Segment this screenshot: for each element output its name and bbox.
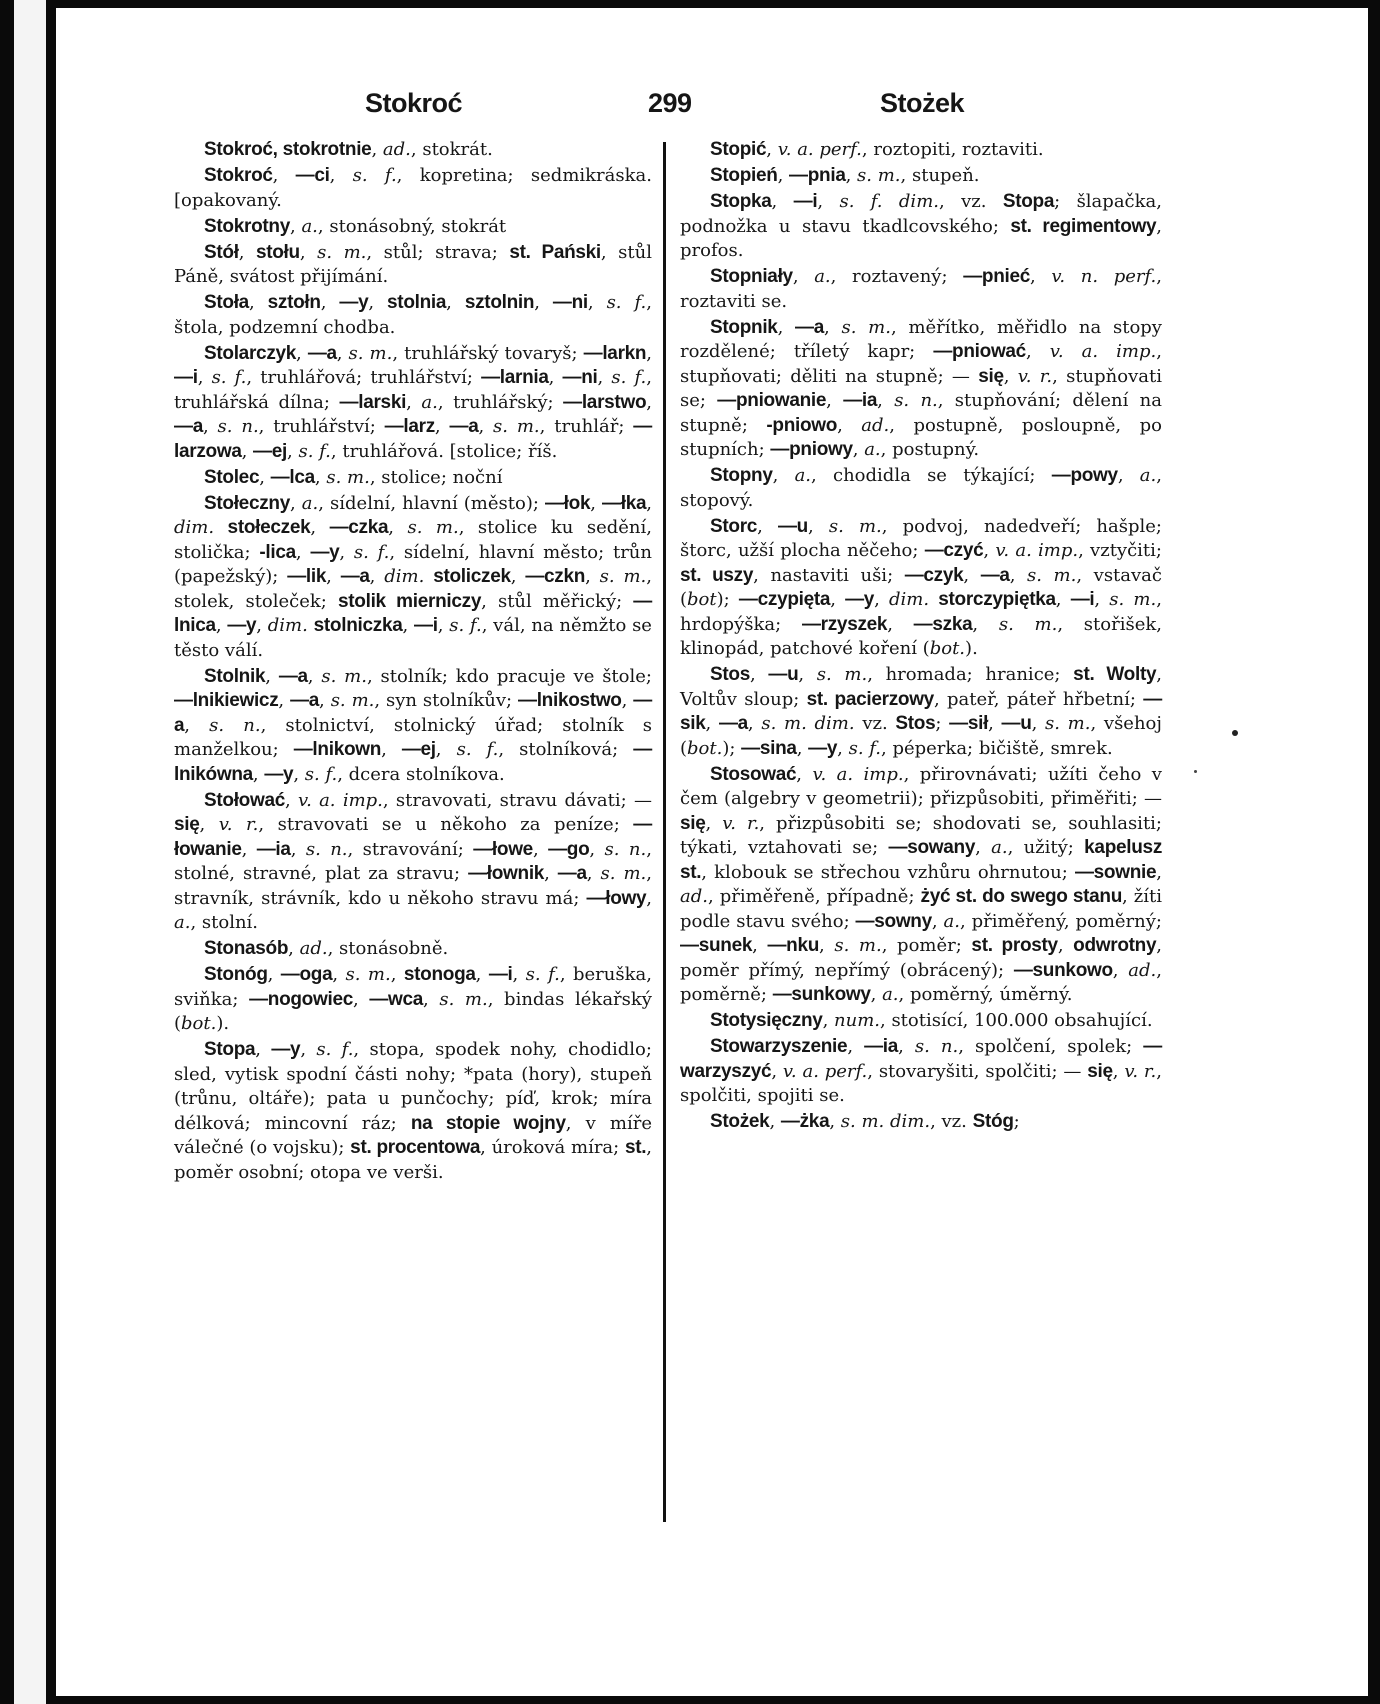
dictionary-entry: Stolarczyk, —a, s. m., truhlářský tovaryš; —larkn, —i, s. f., truhlářová; truhlářství; —larnia, —ni, s. f., truhlářská dílna; —larski, a., truhlářský; —larstwo, —a, s. n., truhlářství; —larz, —a, s. m., truhlář; —larzowa, —ej, s. f., truhlářová. [stolice; říš. <box>174 342 652 462</box>
scan-border-bottom <box>0 1696 1380 1704</box>
left-guide-word: Stokroć <box>365 88 463 118</box>
scan-border-top <box>0 0 1380 8</box>
dictionary-entry: Stopić, v. a. perf., roztopiti, roztaviti. <box>710 139 1044 160</box>
dictionary-entry: Stołować, v. a. imp., stravovati, stravu dávati; — się, v. r., stravovati se u někoho za peníze; —łowanie, —ia, s. n., stravování; —łowe, —go, s. n., stolné, stravné, plat za stravu; —łownik, —a, s. m., stravník, strávník, kdo u někoho stravu má; —łowy, a., stolní. <box>174 789 652 933</box>
dictionary-entry: Stołeczny, a., sídelní, hlavní (město); —łok, —łka, dim. stołeczek, —czka, s. m., stolice ku sedění, stolička; -lica, —y, s. f., sídelní, hlavní město; trůn (papežský); —lik, —a, dim. stoliczek, —czkn, s. m., stolek, stoleček; stolik mierniczy, stůl měřický; —lnica, —y, dim. stolniczka, —i, s. f., vál, na němžto se těsto válí. <box>174 492 652 661</box>
dictionary-entry: Stosować, v. a. imp., přirovnávati; užíti čeho v čem (algebry v geometrii); přizpůsobiti, přiměřiti; — się, v. r., přizpůsobiti se; shodovati se, souhlasiti; týkati, vztahovati se; —sowany, a., užitý; kapelusz st., klobouk se střechou vzhůru ohrnutou; —sownie, ad., přiměřeně, případně; żyć st. do swego stanu, žíti podle stavu svého; —sowny, a., přiměřený, poměrný; —sunek, —nku, s. m., poměr; st. prosty, odwrotny, poměr přímý, nepřímý (obrácený); —sunkowo, ad., poměrně; —sunkowy, a., poměrný, úměrný. <box>680 763 1163 1005</box>
dictionary-entry: Stos, —u, s. m., hromada; hranice; st. Wolty, Voltův sloup; st. pacierzowy, pateř, páteř hřbetní; —sik, —a, s. m. dim. vz. Stos; —sił, —u, s. m., všehoj (bot.); —sina, —y, s. f., péperka; bičiště, smrek. <box>680 664 1162 759</box>
scan-border-left <box>0 0 14 1704</box>
dictionary-entry: Stół, stołu, s. m., stůl; strava; st. Pański, stůl Páně, svátost přijímání. <box>174 241 652 287</box>
dictionary-entry: Stopny, a., chodidla se týkající; —powy, a., stopový. <box>680 465 1162 511</box>
page-edge-line <box>46 0 56 1704</box>
dictionary-entry: Stowarzyszenie, —ia, s. n., spolčení, spolek; —warzyszyć, v. a. perf., stovaryšiti, spolčiti; — się, v. r., spolčiti, spojiti se. <box>680 1036 1162 1106</box>
scan-border-right <box>1368 0 1380 1704</box>
dictionary-entry: Stolec, —lca, s. m., stolice; noční <box>204 466 503 488</box>
left-column <box>174 138 652 1187</box>
running-header <box>0 88 1380 124</box>
page-gutter <box>14 0 46 1704</box>
right-column <box>680 138 1162 1136</box>
dictionary-entry: Stokroć, —ci, s. f., kopretina; sedmikráska. [opakovaný. <box>174 165 652 211</box>
ink-speck <box>1232 730 1238 736</box>
dictionary-entry: Stopnik, —a, s. m., měřítko, měřidlo na stopy rozdělené; tříletý kapr; —pniować, v. a. imp., stupňovati; děliti na stupně; — się, v. r., stupňovati se; —pniowanie, —ia, s. n., stupňování; dělení na stupně; -pniowo, ad., postupně, posloupně, po stupních; —pniowy, a., postupný. <box>680 316 1162 460</box>
dictionary-entry: Stożek, —żka, s. m. dim., vz. Stóg; <box>710 1111 1020 1132</box>
dictionary-entry: Stopień, —pnia, s. m., stupeň. <box>710 165 980 186</box>
column-divider <box>663 142 666 1522</box>
dictionary-entry: Stonasób, ad., stonásobně. <box>204 938 449 959</box>
dictionary-entry: Stotysięczny, num., stotisící, 100.000 obsahující. <box>710 1010 1153 1031</box>
page-number: 299 <box>648 88 692 118</box>
dictionary-entry: Stonóg, —oga, s. m., stonoga, —i, s. f., beruška, sviňka; —nogowiec, —wca, s. m., bindas lékařský (bot.). <box>174 964 652 1034</box>
dictionary-entry: Stoła, sztołn, —y, stolnia, sztolnin, —ni, s. f., štola, podzemní chodba. <box>174 292 652 338</box>
dictionary-entry: Stopniały, a., roztavený; —pnieć, v. n. perf., roztaviti se. <box>680 266 1162 312</box>
dictionary-entry: Stokroć, stokrotnie, ad., stokrát. <box>204 139 493 160</box>
dictionary-entry: Stolnik, —a, s. m., stolník; kdo pracuje ve štole; —lnikiewicz, —a, s. m., syn stolníkův; —lnikostwo, —a, s. n., stolnictví, stolnický úřad; stolník s manželkou; —lnikown, —ej, s. f., stolníková; —lnikówna, —y, s. f., dcera stolníkova. <box>174 665 652 785</box>
dictionary-entry: Stopa, —y, s. f., stopa, spodek nohy, chodidlo; sled, vytisk spodní části nohy; *pata (hory), stupeň (trůnu, oltáře); pata u punčochy; píď, krok; míra délková; mincovní ráz; na stopie wojny, v míře válečné (o vojsku); st. procentowa, úroková míra; st., poměr osobní; otopa ve verši. <box>174 1039 653 1183</box>
right-guide-word: Stożek <box>880 88 965 118</box>
dictionary-entry: Stokrotny, a., stonásobný, stokrát <box>204 215 507 237</box>
dictionary-entry: Stopka, —i, s. f. dim., vz. Stopa; šlapačka, podnožka u stavu tkadlcovského; st. regimentowy, profos. <box>680 191 1162 261</box>
dictionary-entry: Storc, —u, s. m., podvoj, nadedveří; hašple; štorc, užší plocha něčeho; —czyć, v. a. imp., vztyčiti; st. uszy, nastaviti uši; —czyk, —a, s. m., vstavač (bot); —czypięta, —y, dim. storczypiętka, —i, s. m., hrdopýška; —rzyszek, —szka, s. m., stořišek, klinopád, patchové koření (bot.). <box>680 515 1162 659</box>
ink-speck <box>1194 770 1197 773</box>
